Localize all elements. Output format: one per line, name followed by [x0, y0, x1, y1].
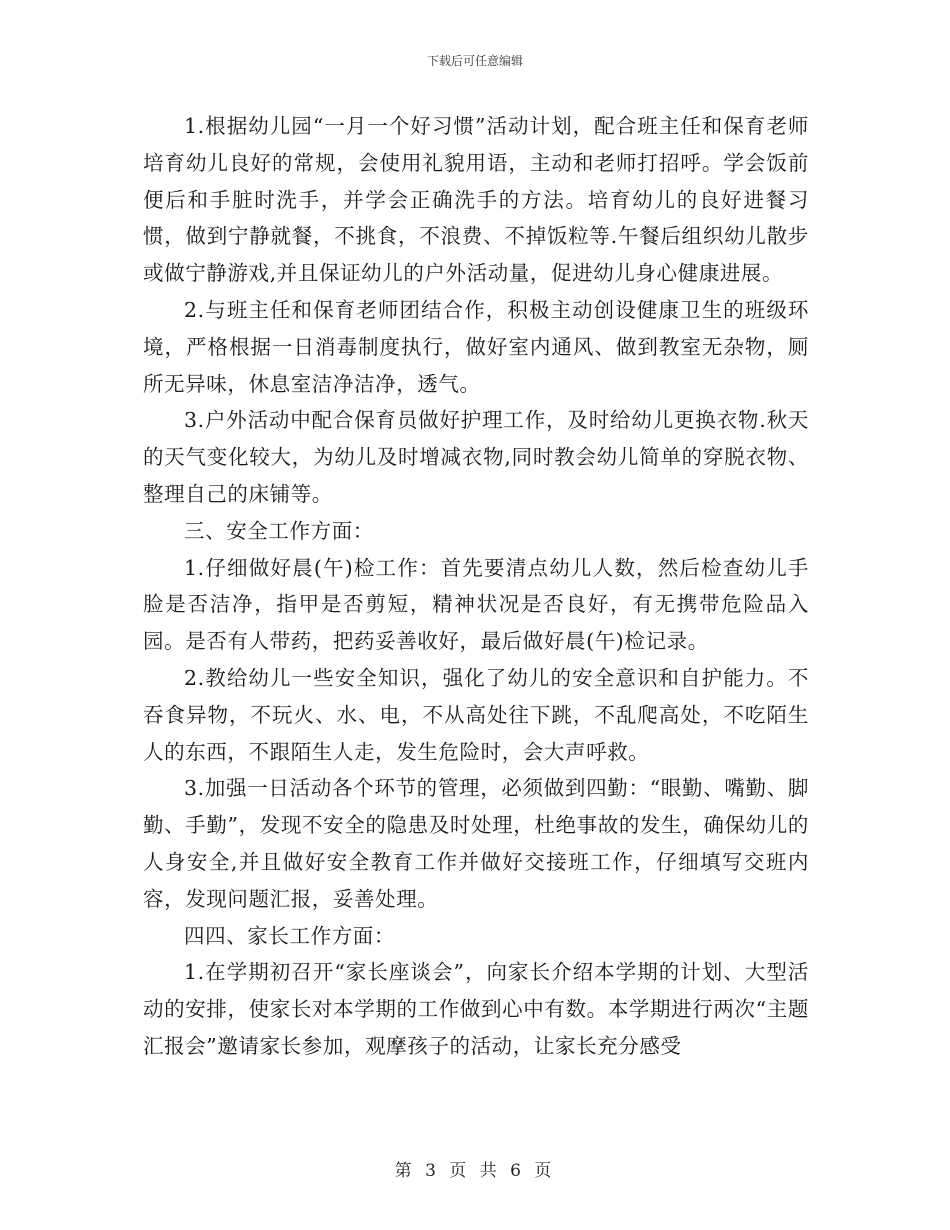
page-header-note: 下载后可任意编辑 — [426, 54, 523, 68]
page-number-footer: 第 3 页 共 6 页 — [394, 1161, 556, 1181]
document-body — [143, 108, 809, 1065]
paragraph-class-environment: 2.与班主任和保育老师团结合作，积极主动创设健康卫生的班级环境，严格根据一日消毒制度执行，做好室内通风、做到教室无杂物，厕所无异味，休息室洁净洁净，透气。 — [143, 297, 809, 396]
section-heading-safety: 三、安全工作方面： — [184, 518, 374, 543]
paragraph-safety-knowledge: 2.教给幼儿一些安全知识，强化了幼儿的安全意识和自护能力。不吞食异物，不玩火、水、电，不从高处往下跳，不乱爬高处，不吃陌生人的东西，不跟陌生人走，发生危险时，会大声呼救。 — [143, 665, 809, 764]
paragraph-daily-management: 3.加强一日活动各个环节的管理，必须做到四勤：“眼勤、嘴勤、脚勤、手勤”，发现不安全的隐患及时处理，杜绝事故的发生，确保幼儿的人身安全,并且做好安全教育工作并做好交接班工作，仔细填写交班内容，发现问题汇报，妥善处理。 — [143, 776, 809, 911]
paragraph-morning-check: 1.仔细做好晨(午)检工作：首先要清点幼儿人数，然后检查幼儿手脸是否洁净，指甲是否剪短，精神状况是否良好，有无携带危险品入园。是否有人带药，把药妥善收好，最后做好晨(午)检记录。 — [143, 555, 809, 654]
paragraph-outdoor-care: 3.户外活动中配合保育员做好护理工作，及时给幼儿更换衣物.秋天的天气变化较大，为幼儿及时增减衣物,同时教会幼儿简单的穿脱衣物、整理自己的床铺等。 — [143, 408, 809, 506]
section-heading-parents: 四四、家长工作方面： — [184, 923, 395, 948]
paragraph-parent-meeting: 1.在学期初召开“家长座谈会”，向家长介绍本学期的计划、大型活动的安排，使家长对本学期的工作做到心中有数。本学期进行两次“主题汇报会”邀请家长参加，观摩孩子的活动，让家长充分感受 — [143, 960, 809, 1058]
paragraph-hygiene-habits: 1.根据幼儿园“一月一个好习惯”活动计划，配合班主任和保育老师培育幼儿良好的常规，会使用礼貌用语，主动和老师打招呼。学会饭前便后和手脏时洗手，并学会正确洗手的方法。培育幼儿的良好进餐习惯，做到宁静就餐，不挑食，不浪费、不掉饭粒等.午餐后组织幼儿散步或做宁静游戏,并且保证幼儿的户外活动量，促进幼儿身心健康进展。 — [143, 114, 809, 286]
